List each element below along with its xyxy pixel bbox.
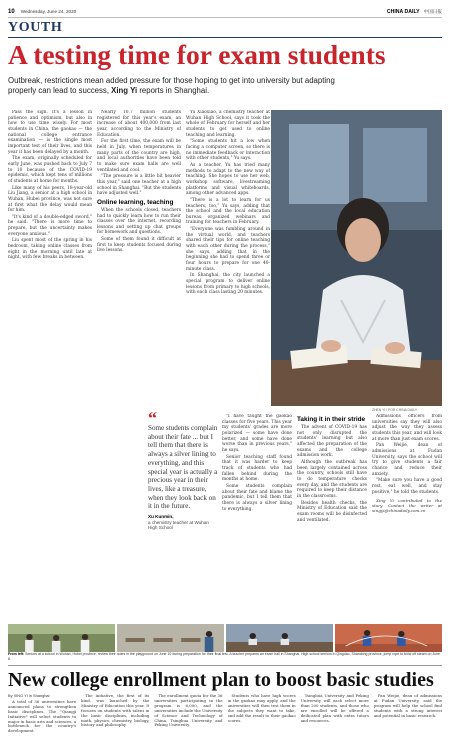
caption-text: Seniors at a school in Wuhan, Hubei province, review their notes in the playground on June 10 during preparation for their final test. A teacher prepares an exam hall in Shanghai. High school seniors in Qingdao, Shandong province, jump rope to blow off steam on June 8. bbox=[8, 652, 440, 661]
paragraph: When the schools closed, teachers had to quickly learn how to run their classes over the internet, recording lessons and setting up chat groups for homework and questions. bbox=[97, 207, 181, 236]
main-headline: A testing time for exam students bbox=[8, 39, 386, 70]
second-article-column-2 bbox=[81, 694, 149, 742]
deck bbox=[8, 76, 338, 96]
paragraph: Pan Weijie, dean of admissions at Fudan University, said the program will help the school find students with a strong interest and potential in basic research. bbox=[373, 694, 443, 718]
quote-mark-icon: “ bbox=[148, 408, 157, 428]
photo-strip-4 bbox=[335, 624, 442, 652]
paragraph: Admissions officers from universities say they will also adjust the way they assess students this year, and will look at more than just exam scores. bbox=[372, 414, 442, 442]
lower-column-2 bbox=[297, 414, 367, 624]
photo-strip-1 bbox=[8, 624, 115, 652]
main-photo bbox=[271, 110, 442, 406]
article-column-2 bbox=[97, 110, 181, 620]
pull-quote-role: a chemistry teacher at Wuhan High School bbox=[148, 519, 209, 531]
student-at-desk-illustration bbox=[271, 110, 442, 406]
second-headline: New college enrollment plan to boost basic studies bbox=[8, 669, 434, 691]
paragraph: "Everyone was fumbling around in the virtual world, and teachers shared their tips for online teaching with each other during the process," she says, adding that in the beginning she had to spend three or four hours to prepare for one 40-minute class. bbox=[186, 227, 270, 272]
paragraph: The exam, originally scheduled for early June, was pushed back to July 7 to 10 because of the COVID-19 epidemic, which kept tens of millions of students at home for months. bbox=[8, 156, 92, 184]
paragraph: Nearly 10.7 million students registered for this year's exam, an increase of about 400,000 from last year, according to the Ministry of Education. bbox=[97, 110, 181, 138]
deck-tail: reports in Shanghai. bbox=[139, 86, 210, 95]
lower-article-columns bbox=[222, 414, 442, 624]
pull-quote bbox=[148, 408, 218, 531]
photo-strip-3 bbox=[226, 624, 333, 652]
subhead: Online learning, teaching bbox=[97, 198, 174, 206]
section-divider bbox=[8, 665, 442, 666]
deck-text: Outbreak, restrictions mean added pressure for those hoping to get into university but adapting properly can lead to success, bbox=[8, 76, 335, 95]
paragraph: "It's kind of a double-edged sword," he said. "There is more time to prepare, but the uncertainty makes everyone anxious." bbox=[8, 214, 92, 237]
photo-strip bbox=[8, 624, 442, 652]
students-reading-photo bbox=[8, 624, 115, 652]
paragraph: "Some students hit a low when facing a computer screen, so there is no immediate feedback or interaction with other students," Yu says. bbox=[186, 139, 270, 162]
paper-name-cn: 中国日报 bbox=[423, 8, 442, 14]
paragraph: Tsinghua University and Peking University will each select more than 200 students, and those who are enrolled will be offered a dedicated plan with extra tutors and resources. bbox=[300, 694, 369, 723]
paragraph: Students who have high scores in the gaokao may apply, and the universities will then test them in the subjects they want to take, and add the result to their gaokao scores. bbox=[227, 694, 296, 723]
paragraph: Senior teaching staff found that it was harder to keep track of students who had fallen behind during the months at home. bbox=[222, 454, 292, 483]
students-jump-rope-photo bbox=[335, 624, 442, 652]
byline: By XING YI in Shanghai bbox=[8, 694, 50, 698]
lower-column-3 bbox=[372, 414, 442, 624]
paragraph: A total of 36 universities have announced plans to strengthen basic disciplines. The "Qiangji Initiative" will select students to major in basic arts and sciences, a bottleneck for the country's development. bbox=[8, 698, 77, 734]
page-number: 10 bbox=[8, 8, 15, 15]
second-article-column-4 bbox=[228, 694, 296, 742]
paragraph: "There is a lot to learn for us teachers, too," Yu says, adding that the school and the local education bureau organized webinars and training for teachers in February. bbox=[186, 197, 270, 226]
paragraph: For the first time, the exam will be held in July, when temperatures in many parts of the country are high, and local authorities have been told to make sure exam halls are well ventilated and cool. bbox=[97, 139, 181, 173]
paragraph: "I have taught the gaokao classes for five years. This year my students' grades are more polarized — some have done better, and some have done worse than in previous years," he says. bbox=[222, 414, 292, 453]
second-article-column-3 bbox=[154, 694, 222, 742]
contact-note: Xing Yi contributed to the story. Contact the writer at xingyi@chinadaily.com.cn bbox=[372, 498, 442, 514]
paragraph: "The pressure is a little bit heavier this year," said one teacher at a high school in Shanghai. "But the students have adjusted well." bbox=[97, 174, 181, 197]
pull-quote-author: Xu Kunmin, bbox=[148, 514, 174, 520]
exam-hall-photo bbox=[117, 624, 224, 652]
paragraph: Yu Xiaoxiao, a chemistry teacher at Wuhan High School, says it took the whole of February for herself and her students to get used to online teaching and learning. bbox=[186, 110, 270, 138]
second-article-column-5 bbox=[301, 694, 369, 742]
paragraph: Pass the sign. It's a lesson in patience and optimism, but also in how to use time wisely. For most students in China, the gaokao — the national college entrance examination — is the single most important test of their lives, and this year it has been delayed by a month. bbox=[8, 110, 92, 155]
masthead-bar bbox=[8, 6, 442, 18]
photo-credit: ZHEN YI / FOR CHINA DAILY bbox=[372, 408, 418, 412]
paragraph: Liu spent most of the spring in his bedroom, taking online classes from eight in the morning until late at night, with few breaks in between. bbox=[8, 238, 92, 261]
paragraph: Some students complain about their fate and blame the pandemic, but I tell them that there is always a silver lining to everything. bbox=[222, 483, 292, 512]
photo-strip-2 bbox=[117, 624, 224, 652]
caption-lead: From left: bbox=[8, 652, 25, 656]
paragraph: In Shanghai, the city launched a special program to deliver online lessons from primary to high schools, with each class lasting 20 minutes. bbox=[186, 273, 270, 296]
section-title: YOUTH bbox=[8, 20, 63, 35]
pull-quote-text: Some students complain about their fate ... but I tell them that there is always a silver lining to everything, and this special year is actually a precious year in their lives, like a treasure, when they look back on it in the future. bbox=[148, 424, 218, 511]
issue-date: Wednesday, June 24, 2020 bbox=[20, 9, 77, 14]
paragraph: Some of them found it difficult at first to keep students focused during live lessons. bbox=[97, 237, 181, 254]
paragraph: Like many of his peers, 18-year-old Liu Jiang, a senior at a high school in Wuhan, Hubei province, was not sure at first what the delay would mean for him. bbox=[8, 185, 92, 214]
paragraph: Pan Weijie, dean of admissions at Fudan University, says the school will try to give students a fair chance and reduce their anxiety. bbox=[372, 443, 442, 477]
lower-column-1 bbox=[222, 414, 292, 624]
paragraph: Besides health checks, the Ministry of Education said the exam rooms will be disinfected and ventilated. bbox=[297, 500, 367, 523]
article-column-1 bbox=[8, 110, 92, 620]
paragraph: As a teacher, Yu has tried many methods to adapt to the new way of teaching. She hopes to use her web, workshop software, livestreaming platforms and visual whiteboards, among other advanced apps. bbox=[186, 162, 270, 197]
paragraph: "Make sure you have a good rest, eat well, and stay positive," he told the students. bbox=[372, 478, 442, 495]
paragraph: Although the outbreak has been largely contained across the country, schools still have to do temperature checks every day, and the students are required to keep their distance in the classrooms. bbox=[297, 459, 367, 499]
paper-name: CHINA DAILY bbox=[386, 8, 420, 15]
students-classroom-photo bbox=[226, 624, 333, 652]
deck-author: Xing Yi bbox=[111, 86, 138, 95]
subhead: Taking it in their stride bbox=[297, 416, 366, 423]
paragraph: The initiative, the first of its kind, was launched by the Ministry of Education this year. It focuses on students with talent in the basic disciplines, including math, physics, chemistry, biology, history and philosophy. bbox=[81, 694, 150, 728]
photo-strip-caption bbox=[8, 652, 442, 661]
second-article-column-6 bbox=[374, 694, 442, 742]
second-article-column-1 bbox=[8, 694, 76, 742]
paragraph: The enrollment quota for the 36 universities participating in the program is 6,000, and the universities include the University of Science and Technology of China, Tsinghua University and Peking University. bbox=[154, 694, 223, 728]
paragraph: The advent of COVID-19 has not only disrupted the students' learning but also affected the preparation of the exams and the college admission work. bbox=[297, 425, 367, 459]
second-article-columns bbox=[8, 694, 442, 742]
